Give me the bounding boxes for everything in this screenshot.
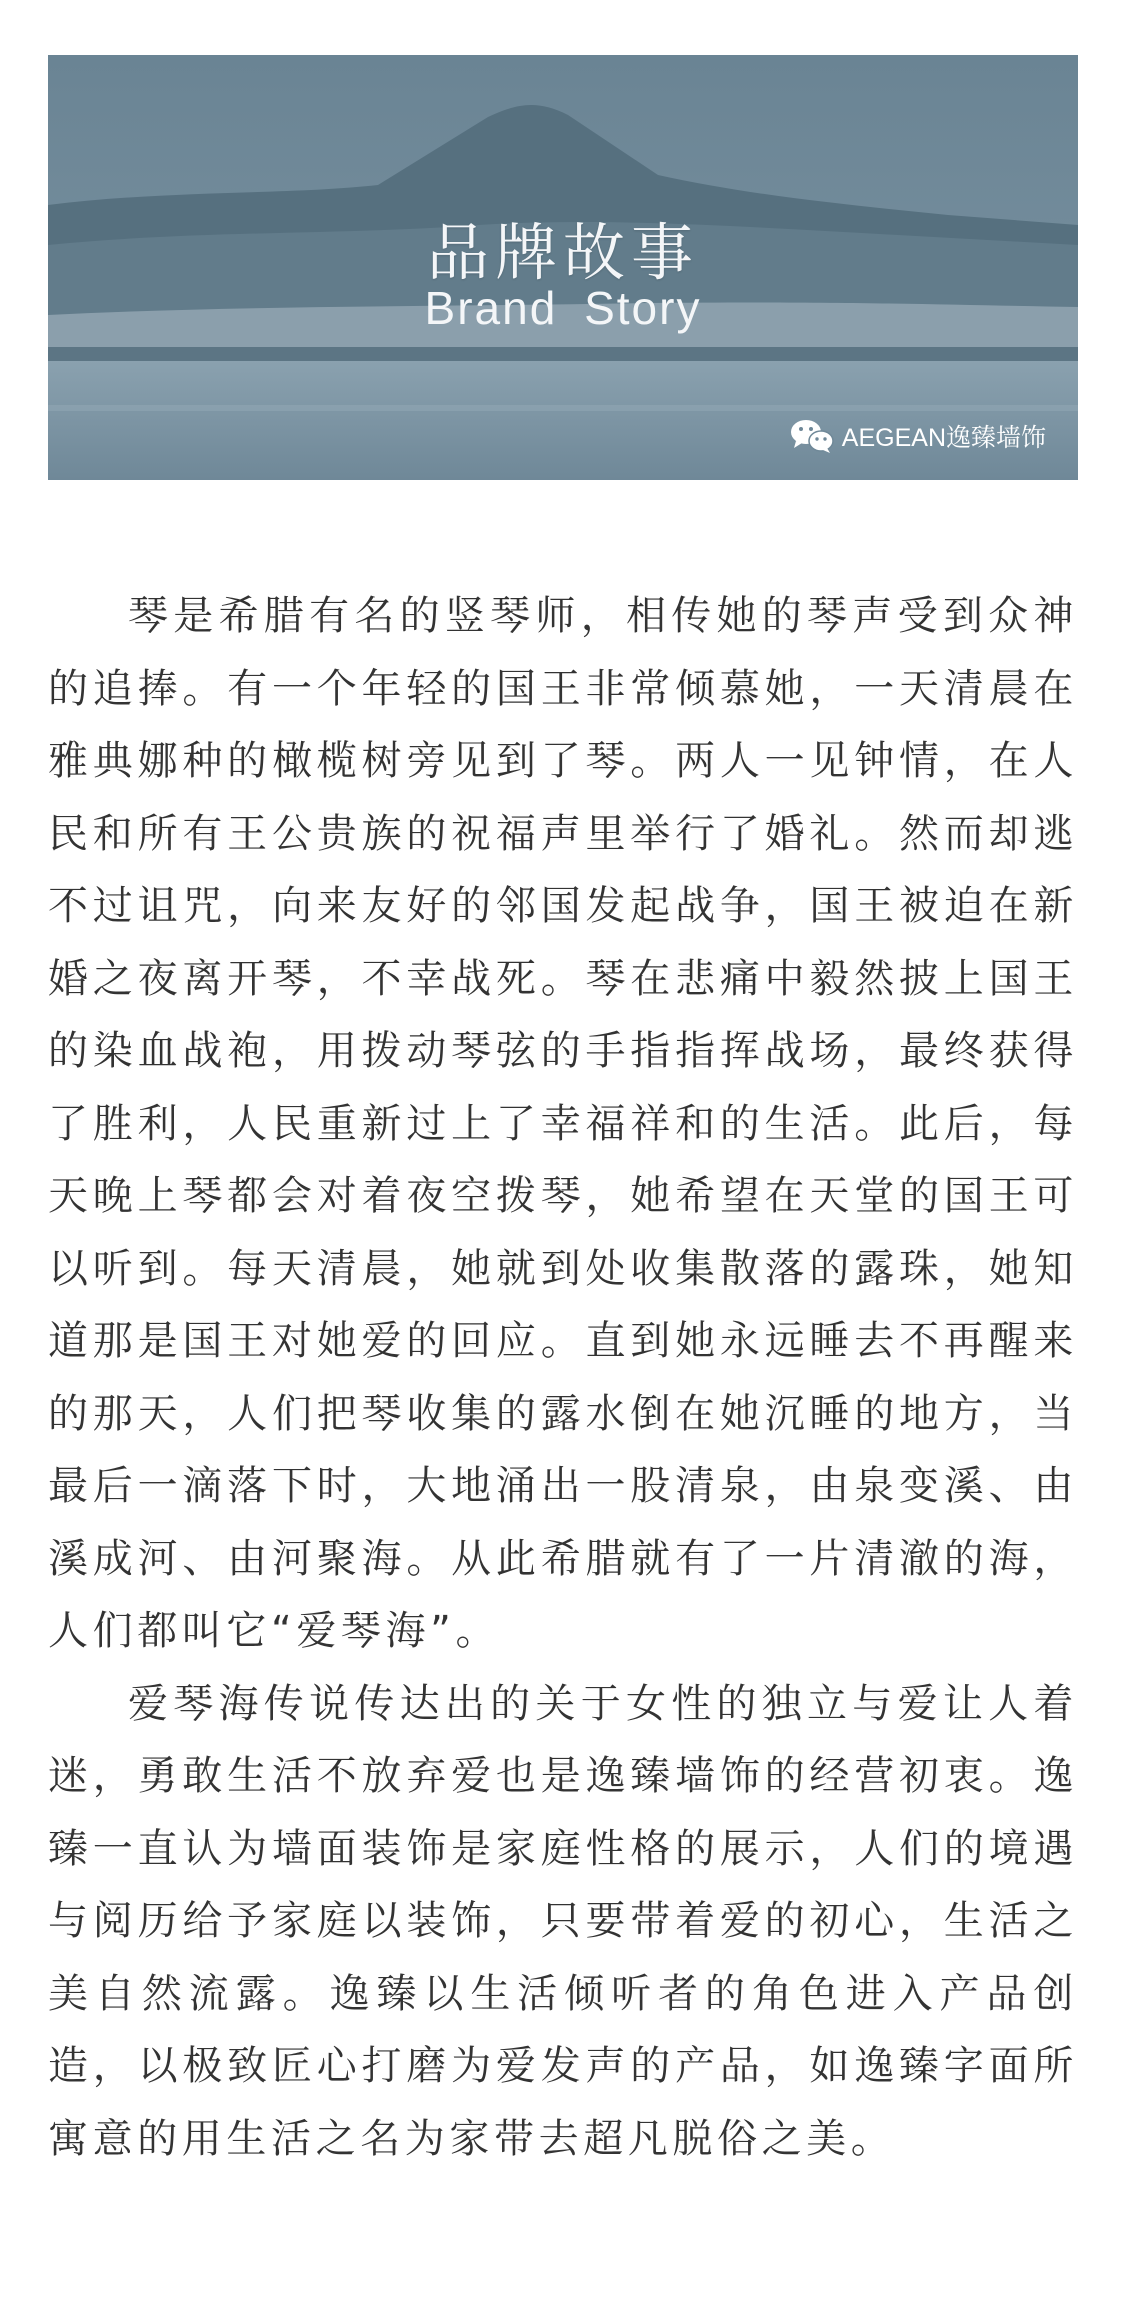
account-watermark: [790, 418, 1046, 454]
banner-subtitle: Brand Story: [424, 282, 702, 334]
article-body: [48, 580, 1078, 2175]
wechat-icon: [790, 418, 834, 454]
watermark-text: AEGEAN逸臻墙饰: [841, 424, 1046, 452]
brand-story-banner: [48, 55, 1078, 480]
paragraph-brand: 爱琴海传说传达出的关于女性的独立与爱让人着迷，勇敢生活不放弃爱也是逸臻墙饰的经营初衷。逸臻一直认为墙面装饰是家庭性格的展示，人们的境遇与阅历给予家庭以装饰，只要带着爱的初心，生活之美自然流露。逸臻以生活倾听者的角色进入产品创造，以极致匠心打磨为爱发声的产品，如逸臻字面所寓意的用生活之名为家带去超凡脱俗之美。: [48, 1680, 1078, 2162]
paragraph-legend: 琴是希腊有名的竖琴师，相传她的琴声受到众神的追捧。有一个年轻的国王非常倾慕她，一天清晨在雅典娜种的橄榄树旁见到了琴。两人一见钟情，在人民和所有王公贵族的祝福声里举行了婚礼。然而却逃不过诅咒，向来友好的邻国发起战争，国王被迫在新婚之夜离开琴，不幸战死。琴在悲痛中毅然披上国王的染血战袍，用拨动琴弦的手指指挥战场，最终获得了胜利，人民重新过上了幸福祥和的生活。此后，每天晚上琴都会对着夜空拨琴，她希望在天堂的国王可以听到。每天清晨，她就到处收集散落的露珠，她知道那是国王对她爱的回应。直到她永远睡去不再醒来的那天，人们把琴收集的露水倒在她沉睡的地方，当最后一滴落下时，大地涌出一股清泉，由泉变溪、由溪成河、由河聚海。从此希腊就有了一片清澈的海，人们都叫它“爱琴海”。: [48, 593, 1078, 1654]
banner-title: 品牌故事: [426, 216, 699, 289]
